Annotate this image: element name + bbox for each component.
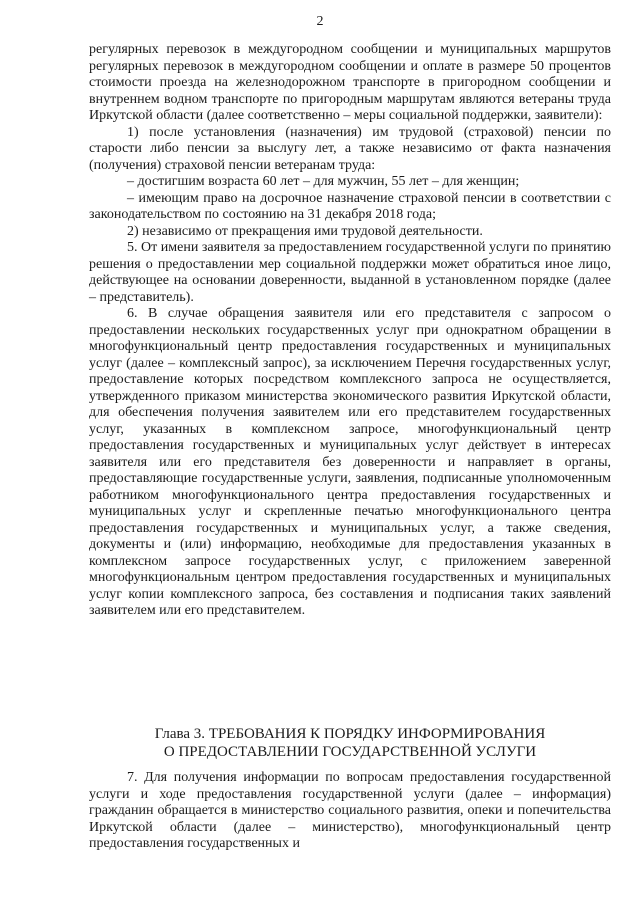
chapter-heading-line-1: Глава 3. ТРЕБОВАНИЯ К ПОРЯДКУ ИНФОРМИРОВАНИЯ — [154, 726, 546, 742]
paragraph-dash-2: – имеющим право на досрочное назначение страховой пенсии в соответствии с законодательством по состоянию на 31 декабря 2018 года; — [89, 190, 611, 222]
document-body-continued — [89, 770, 611, 853]
chapter-heading-line-2: О ПРЕДОСТАВЛЕНИИ ГОСУДАРСТВЕННОЙ УСЛУГИ — [163, 744, 537, 760]
chapter-heading — [89, 725, 611, 761]
paragraph-continuation: регулярных перевозок в междугородном сообщении и муниципальных маршрутов регулярных перевозок в междугородном сообщении и оплате в размере 50 процентов стоимости проезда на железнодорожном транспорте в пригородном сообщении и внутреннем водном транспорте по пригородным маршрутам являются ветераны труда Иркутской области (далее соответственно – меры социальной поддержки, заявители): — [89, 42, 611, 123]
paragraph-7: 7. Для получения информации по вопросам предоставления государственной услуги и ходе предоставления государственной услуги (далее – информация) гражданин обращается в министерство социального развития, опеки и попечительства Иркутской области (далее – министерство), многофункциональный центр предоставления государственных и — [89, 770, 611, 851]
paragraph-dash-1: – достигшим возраста 60 лет – для мужчин, 55 лет – для женщин; — [127, 174, 520, 189]
paragraph-5: 5. От имени заявителя за предоставлением государственной услуги по принятию решения о предоставлении мер социальной поддержки может обратиться иное лицо, действующее на основании доверенности, выданной в установленном порядке (далее – представитель). — [89, 240, 611, 305]
paragraph-item-2: 2) независимо от прекращения ими трудовой деятельности. — [127, 223, 483, 239]
page-number: 2 — [316, 14, 324, 29]
paragraph-6: 6. В случае обращения заявителя или его представителя с запросом о предоставлении нескольких государственных услуг при однократном обращении в многофункциональный центр предоставления государственных и муниципальных услуг (далее – комплексный запрос), за исключением Перечня государственных услуг, предоставление которых посредством комплексного запроса не осуществляется, утвержденного приказом министерства экономического развития Иркутской области, для обеспечения получения заявителем или его представителем государственных услуг, указанных в комплексном запросе, многофункциональный центр предоставления государственных и муниципальных услуг действует в интересах заявителя или его представителя без доверенности и направляет в органы, предоставляющие государственные услуги, заявления, подписанные уполномоченным работником многофункционального центра предоставления государственных и муниципальных услуг и скрепленные печатью многофункционального центра предоставления государственных и муниципальных услуг, а также сведения, документы и (или) информацию, необходимые для предоставления указанных в комплексном запросе государственных услуг, с приложением заверенной многофункциональным центром предоставления государственных и муниципальных услуг копии комплексного запроса, без составления и подписания таких заявлений заявителем или его представителем. — [89, 306, 611, 618]
paragraph-item-1: 1) после установления (назначения) им трудовой (страховой) пенсии по старости либо пенсии за выслугу лет, а также независимо от факта назначения (получения) страховой пенсии ветеранам труда: — [89, 124, 611, 173]
document-body — [89, 42, 611, 620]
